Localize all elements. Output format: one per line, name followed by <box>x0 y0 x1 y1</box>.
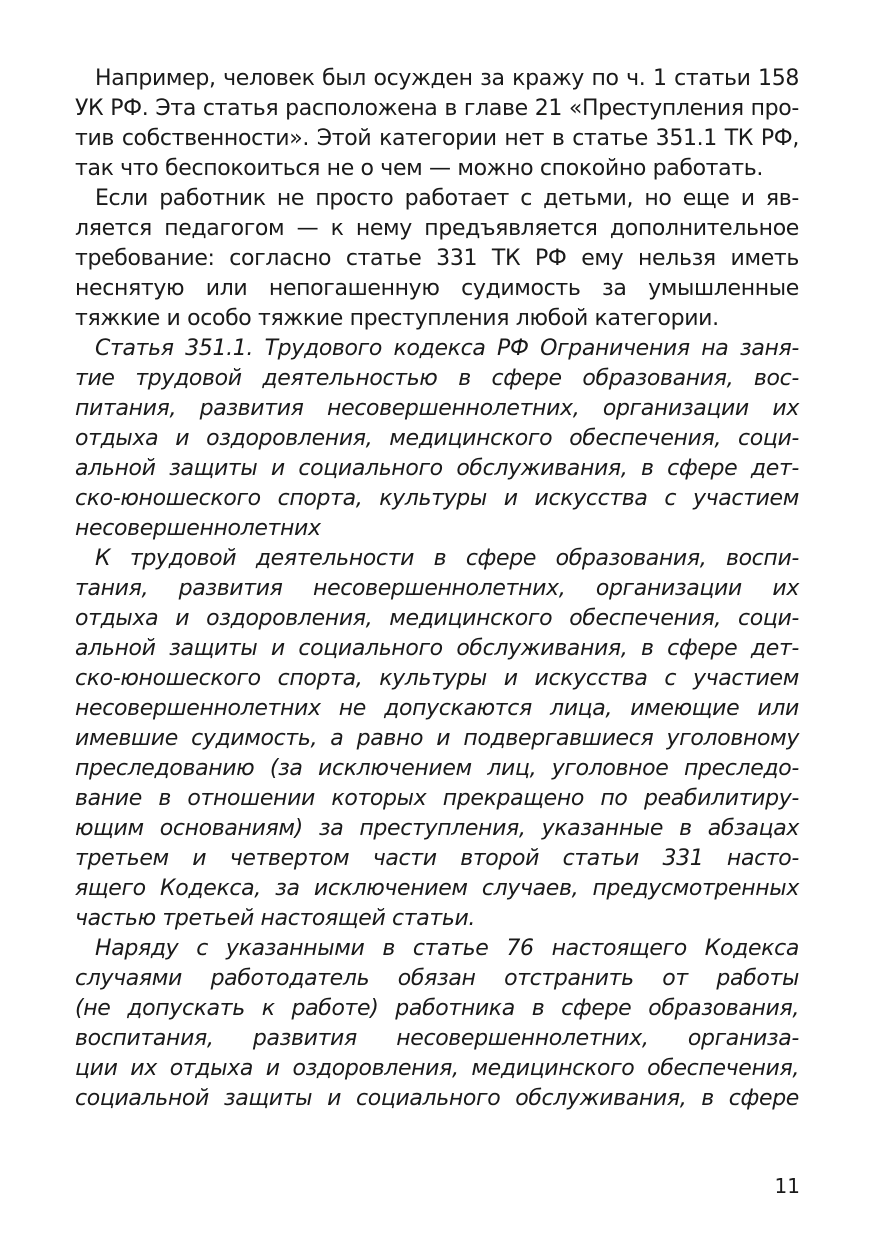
text-line: третьем и четвертом части второй статьи 331 насто- <box>75 846 799 871</box>
text-line: вание в отношении которых прекращено по реабилитиру- <box>75 786 799 811</box>
text-line: отдыха и оздоровления, медицинского обеспечения, соци- <box>75 606 799 631</box>
text-line: требование: согласно статье 331 ТК РФ ему нельзя иметь <box>75 246 799 271</box>
text-line: ско-юношеского спорта, культуры и искусства с участием <box>75 486 799 511</box>
text-line: Статья 351.1. Трудового кодекса РФ Ограничения на заня- <box>95 336 799 361</box>
text-line: альной защиты и социального обслуживания, в сфере дет- <box>75 456 799 481</box>
text-line: альной защиты и социального обслуживания, в сфере дет- <box>75 636 799 661</box>
text-line: отдыха и оздоровления, медицинского обеспечения, соци- <box>75 426 799 451</box>
text-line: воспитания, развития несовершеннолетних, организа- <box>75 1026 799 1051</box>
paragraph <box>75 934 799 1114</box>
paragraph <box>75 334 799 544</box>
text-line: Наряду с указанными в статье 76 настоящего Кодекса <box>95 936 799 961</box>
text-line: ско-юношеского спорта, культуры и искусства с участием <box>75 666 799 691</box>
text-line: так что беспокоиться не о чем — можно спокойно работать. <box>75 156 763 181</box>
text-line: преследованию (за исключением лиц, уголовное преследо- <box>75 756 799 781</box>
text-line: Если работник не просто работает с детьми, но еще и яв- <box>95 186 799 211</box>
page-number: 11 <box>774 1174 800 1198</box>
text-line: тив собственности». Этой категории нет в статье 351.1 ТК РФ, <box>75 126 799 151</box>
paragraph <box>75 184 799 334</box>
text-line: неснятую или непогашенную судимость за умышленные <box>75 276 799 301</box>
text-line: имевшие судимость, а равно и подвергавшиеся уголовному <box>75 726 799 751</box>
text-line: (не допускать к работе) работника в сфере образования, <box>75 996 799 1021</box>
text-line: тие трудовой деятельностью в сфере образования, вос- <box>75 366 799 391</box>
paragraph <box>75 64 799 184</box>
text-line: несовершеннолетних не допускаются лица, имеющие или <box>75 696 799 721</box>
text-line: УК РФ. Эта статья расположена в главе 21 «Преступления про- <box>75 96 799 121</box>
text-line: случаями работодатель обязан отстранить от работы <box>75 966 799 991</box>
page-body <box>75 64 799 1114</box>
text-line: ляется педагогом — к нему предъявляется дополнительное <box>75 216 799 241</box>
text-line: ющим основаниям) за преступления, указанные в абзацах <box>75 816 799 841</box>
text-line: питания, развития несовершеннолетних, организации их <box>75 396 799 421</box>
text-line: Например, человек был осужден за кражу по ч. 1 статьи 158 <box>95 66 799 91</box>
text-line: К трудовой деятельности в сфере образования, воспи- <box>95 546 799 571</box>
text-line: тания, развития несовершеннолетних, организации их <box>75 576 799 601</box>
text-line: социальной защиты и социального обслуживания, в сфере <box>75 1086 799 1111</box>
text-line: ящего Кодекса, за исключением случаев, предусмотренных <box>75 876 799 901</box>
text-line: ции их отдыха и оздоровления, медицинского обеспечения, <box>75 1056 799 1081</box>
text-line: тяжкие и особо тяжкие преступления любой категории. <box>75 306 719 331</box>
text-line: несовершеннолетних <box>75 516 321 541</box>
paragraph <box>75 544 799 934</box>
text-line: частью третьей настоящей статьи. <box>75 906 476 931</box>
